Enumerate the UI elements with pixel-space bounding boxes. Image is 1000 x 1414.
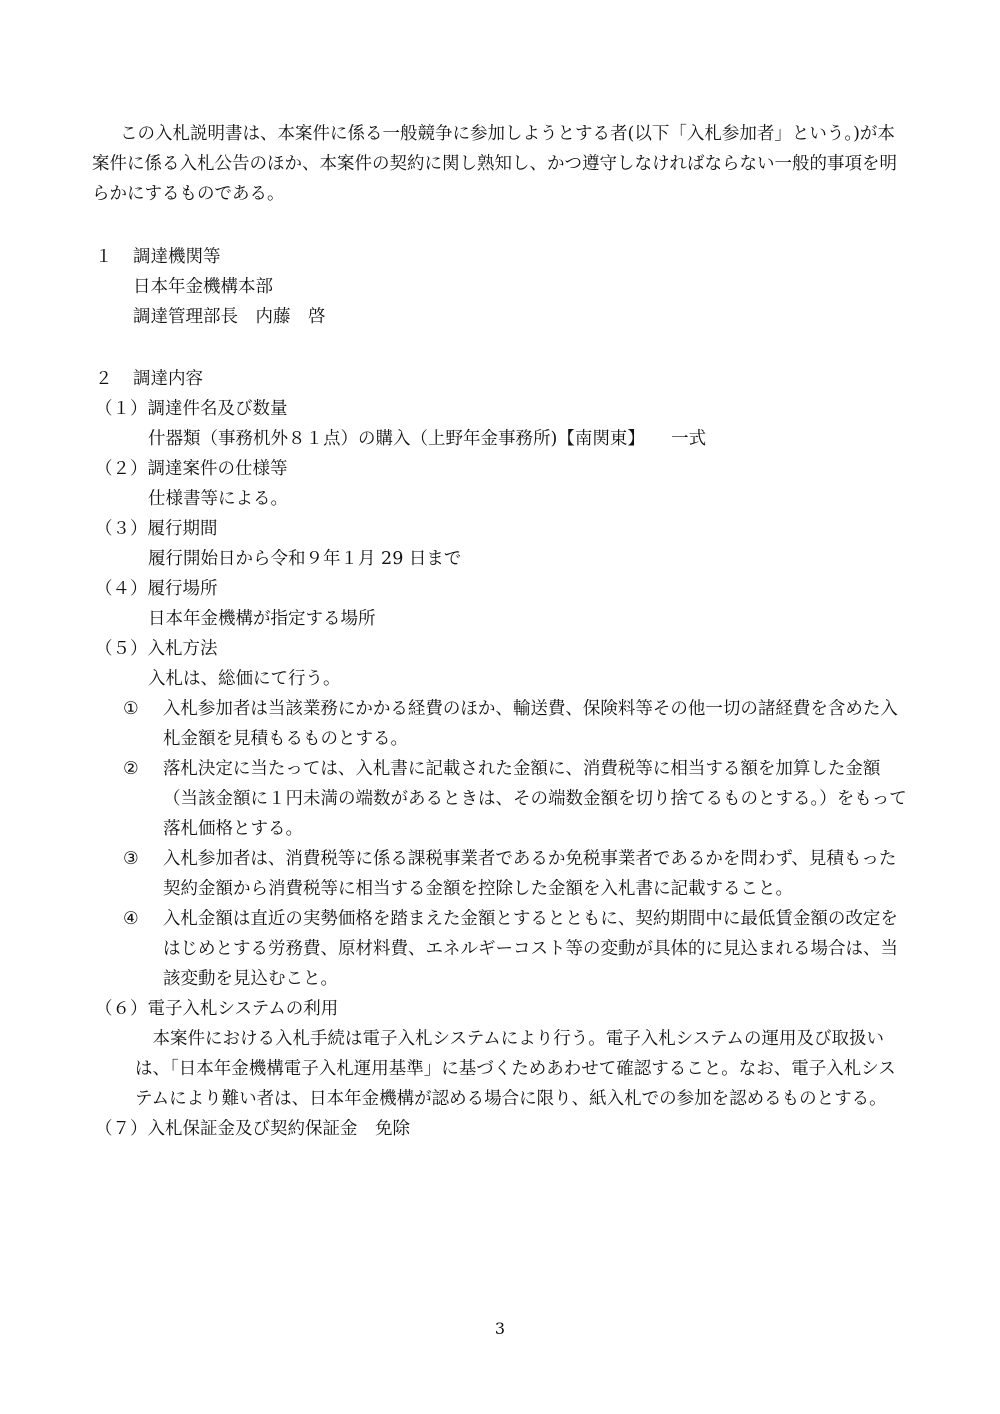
intro-text: この入札説明書は、本案件に係る一般競争に参加しようとする者(以下「入札参加者」という。)が本案件に係る入札公告のほか、本案件の契約に関し熟知し、かつ遵守しなければならない一般的事項を明らかにするものである。 bbox=[92, 124, 897, 204]
intro-paragraph bbox=[92, 119, 912, 209]
item-3-label: （３）履行期間 bbox=[95, 519, 218, 539]
circled-mark-3: ③ bbox=[123, 849, 139, 869]
section-1-title: 調達機関等 bbox=[133, 247, 221, 267]
item-5-body: 入札は、総価にて行う。 bbox=[148, 669, 341, 689]
page-number: 3 bbox=[494, 1319, 506, 1338]
item-6-body: 本案件における入札手続は電子入札システムにより行う。電子入札システムの運用及び取扱いは、「日本年金機構電子入札運用基準」に基づくためあわせて確認すること。なお、電子入札システムにより難い者は、日本年金機構が認める場合に限り、紙入札での参加を認めるものとする。 bbox=[135, 1029, 896, 1109]
item-7-label: （７）入札保証金及び契約保証金 免除 bbox=[95, 1119, 410, 1139]
item-6-label: （６）電子入札システムの利用 bbox=[95, 999, 339, 1019]
circled-text-4: 入札金額は直近の実勢価格を踏まえた金額とするとともに、契約期間中に最低賃金額の改定をはじめとする労務費、原材料費、エネルギーコスト等の変動が具体的に見込まれる場合は、当該変動を見込むこと。 bbox=[162, 909, 898, 989]
item-5-label: （５）入札方法 bbox=[95, 639, 218, 659]
circled-mark-4: ④ bbox=[123, 909, 139, 929]
section-1-line-2: 調達管理部長 内藤 啓 bbox=[133, 307, 326, 327]
circled-mark-2: ② bbox=[123, 759, 139, 779]
circled-text-2: 落札決定に当たっては、入札書に記載された金額に、消費税等に相当する額を加算した金額（当該金額に１円未満の端数があるときは、その端数金額を切り捨てるものとする。）をもって落札価格とする。 bbox=[162, 759, 907, 839]
circled-text-3: 入札参加者は、消費税等に係る課税事業者であるか免税事業者であるかを問わず、見積もった契約金額から消費税等に相当する金額を控除した金額を入札書に記載すること。 bbox=[162, 849, 897, 899]
item-2-label: （２）調達案件の仕様等 bbox=[95, 459, 288, 479]
section-1-heading bbox=[95, 242, 910, 272]
section-2-title: 調達内容 bbox=[133, 369, 203, 389]
section-1-line-1: 日本年金機構本部 bbox=[133, 277, 273, 297]
item-3-body: 履行開始日から令和９年１月 29 日まで bbox=[148, 549, 462, 569]
circled-mark-1: ① bbox=[123, 699, 139, 719]
circled-item-3 bbox=[95, 844, 910, 904]
section-2-heading bbox=[95, 364, 910, 394]
item-1-body: 什器類（事務机外８１点）の購入（上野年金事務所)【南関東】 一式 bbox=[148, 429, 707, 449]
section-1 bbox=[95, 242, 910, 332]
item-4-body: 日本年金機構が指定する場所 bbox=[148, 609, 376, 629]
circled-text-1: 入札参加者は当該業務にかかる経費のほか、輸送費、保険料等その他一切の諸経費を含めた入札金額を見積もるものとする。 bbox=[162, 699, 898, 749]
item-1-label: （１）調達件名及び数量 bbox=[95, 399, 288, 419]
circled-item-2 bbox=[95, 754, 910, 844]
item-2-body: 仕様書等による。 bbox=[148, 489, 288, 509]
circled-item-1 bbox=[95, 694, 910, 754]
item-4-label: （４）履行場所 bbox=[95, 579, 218, 599]
section-1-number: １ bbox=[95, 247, 113, 267]
circled-item-4 bbox=[95, 904, 910, 994]
section-2-number: ２ bbox=[95, 369, 113, 389]
section-2 bbox=[95, 364, 910, 1144]
